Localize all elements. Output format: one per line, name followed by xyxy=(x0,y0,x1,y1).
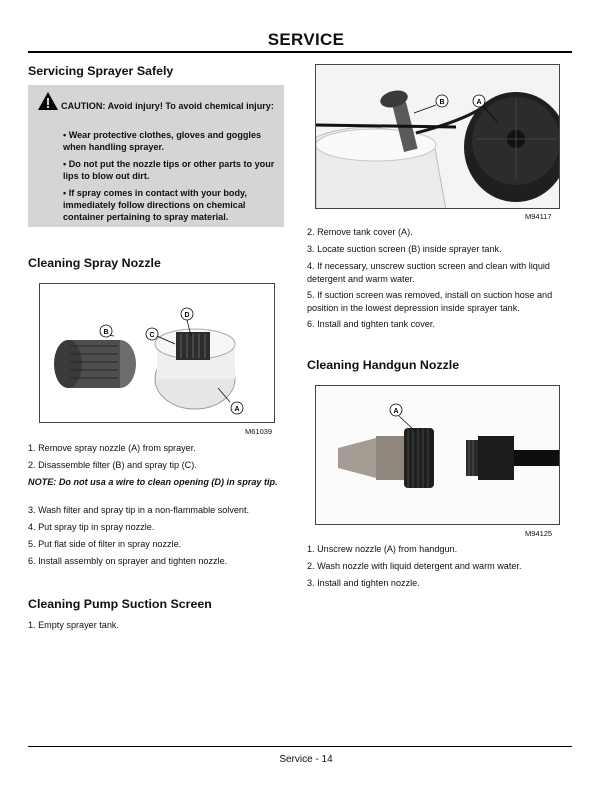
warning-icon xyxy=(37,91,59,111)
callout-a: A xyxy=(476,99,482,106)
page-title: SERVICE xyxy=(267,30,345,49)
handgun-nozzle-heading: Cleaning Handgun Nozzle xyxy=(307,358,460,372)
footer-rule xyxy=(28,746,572,747)
callout-a: A xyxy=(393,408,399,415)
page-footer: Service - 14 xyxy=(279,754,333,765)
callout-b: B xyxy=(103,329,109,336)
handgun-step-2: 2. Wash nozzle with liquid detergent and warm water. xyxy=(307,561,522,571)
pump-step-5: 5. If suction screen was removed, install on suction hose and position in the lowest depression inside sprayer tank. xyxy=(307,290,553,313)
spray-step-2: 2. Disassemble filter (B) and spray tip (C). xyxy=(28,460,197,470)
pump-suction-figure xyxy=(315,64,560,209)
pump-suction-heading: Cleaning Pump Suction Screen xyxy=(28,597,212,611)
callout-c: C xyxy=(149,332,155,339)
safety-heading: Servicing Sprayer Safely xyxy=(28,64,174,78)
callout-d: D xyxy=(184,312,190,319)
figure-code-m61039: M61039 xyxy=(245,427,273,436)
pump-step-2: 2. Remove tank cover (A). xyxy=(307,227,413,237)
caution-bullet-2: • Do not put the nozzle tips or other parts to your lips to blow out dirt. xyxy=(63,159,275,181)
spray-step-4: 4. Put spray tip in spray nozzle. xyxy=(28,522,155,532)
spray-nozzle-heading: Cleaning Spray Nozzle xyxy=(28,256,161,270)
pump-step-4: 4. If necessary, unscrew suction screen and clean with liquid detergent and warm water. xyxy=(307,261,550,284)
pump-step-6: 6. Install and tighten tank cover. xyxy=(307,319,435,329)
spray-step-1: 1. Remove spray nozzle (A) from sprayer. xyxy=(28,443,196,453)
caution-bullet-1: • Wear protective clothes, gloves and goggles when handling sprayer. xyxy=(63,130,262,152)
pump-step-1: 1. Empty sprayer tank. xyxy=(28,620,119,630)
caution-text: CAUTION: Avoid injury! To avoid chemical injury: xyxy=(61,101,274,111)
handgun-nozzle-figure xyxy=(315,385,560,525)
spray-step-6: 6. Install assembly on sprayer and tighten nozzle. xyxy=(28,556,228,566)
callout-a: A xyxy=(234,406,240,413)
spray-nozzle-figure xyxy=(39,283,275,423)
pump-step-3: 3. Locate suction screen (B) inside sprayer tank. xyxy=(307,244,502,254)
callout-b: B xyxy=(439,99,445,106)
handgun-nozzle-illustration xyxy=(316,386,560,525)
figure-code-m94117: M94117 xyxy=(525,212,552,221)
spray-nozzle-illustration xyxy=(40,284,275,423)
handgun-step-1: 1. Unscrew nozzle (A) from handgun. xyxy=(307,544,458,554)
spray-step-3: 3. Wash filter and spray tip in a non-flammable solvent. xyxy=(28,505,250,515)
spray-step-5: 5. Put flat side of filter in spray nozzle. xyxy=(28,539,182,549)
figure-code-m94125: M94125 xyxy=(525,529,553,538)
tank-illustration xyxy=(316,65,560,209)
spray-note: NOTE: Do not usa a wire to clean opening (D) in spray tip. xyxy=(28,477,278,487)
title-rule xyxy=(28,51,572,53)
handgun-step-3: 3. Install and tighten nozzle. xyxy=(307,578,420,588)
caution-bullet-3: • If spray comes in contact with your body, immediately follow directions on chemical container pertaining to spray material. xyxy=(63,188,247,222)
